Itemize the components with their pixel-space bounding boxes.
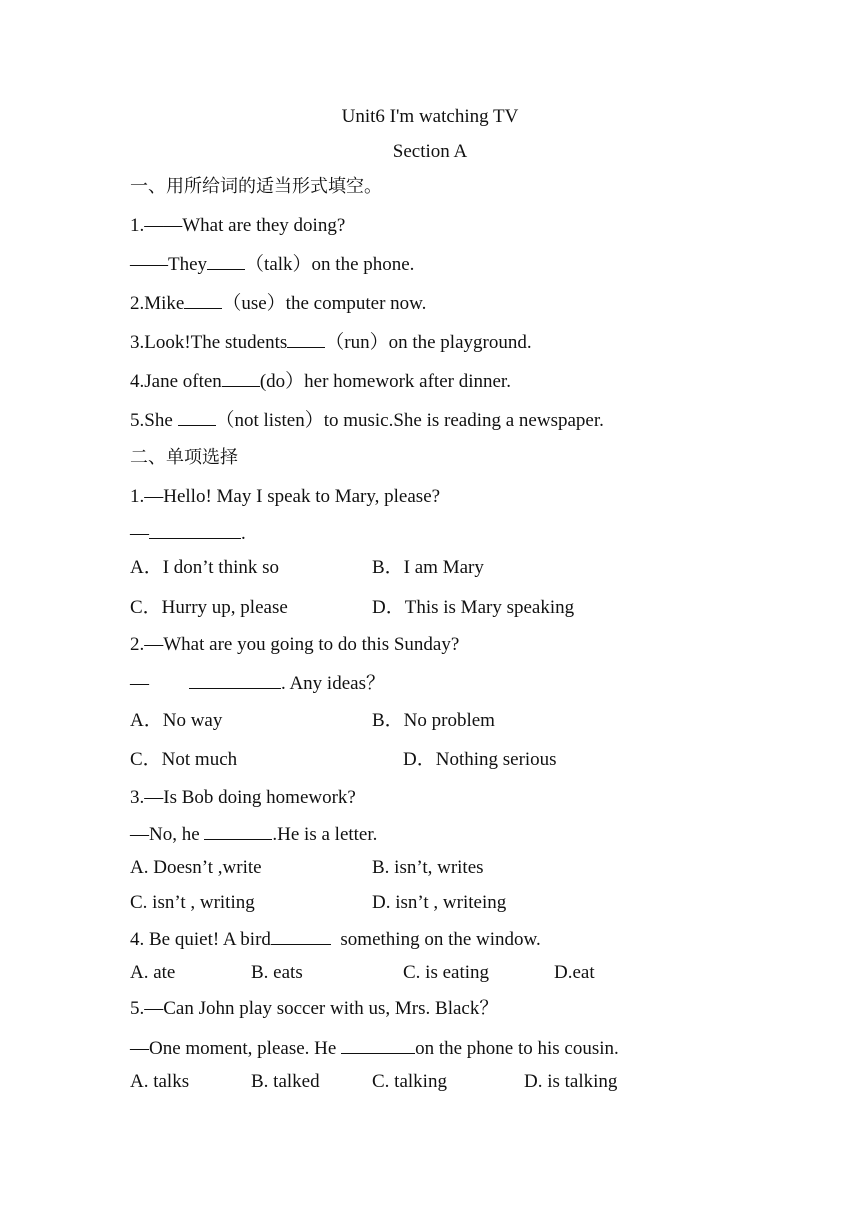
- answer-blank: [222, 369, 260, 387]
- page-title: Unit6 I'm watching TV: [341, 106, 519, 127]
- option-c: C．Not much: [130, 749, 238, 770]
- option-c: C. isn’t , writing: [130, 892, 255, 913]
- answer-blank: [341, 1036, 415, 1054]
- option-d: D. isn’t , writeing: [372, 892, 507, 913]
- part2-heading: 二、单项选择: [130, 447, 238, 468]
- part1-question-1-answer: ——They （talk）on the phone.: [130, 254, 415, 275]
- option-c: C. talking: [372, 1071, 447, 1092]
- answer-blank: [178, 408, 216, 426]
- option-b: B．No problem: [372, 710, 495, 731]
- answer-blank: [149, 521, 241, 539]
- part2-question-2-answer: — . Any ideas？: [130, 673, 385, 694]
- part2-question-3-stem: 3.—Is Bob doing homework?: [130, 787, 356, 808]
- part2-question-4-stem: 4. Be quiet! A bird something on the window.: [130, 929, 541, 950]
- option-b: B．I am Mary: [372, 557, 484, 578]
- answer-blank: [189, 671, 281, 689]
- answer-blank: [204, 822, 272, 840]
- option-a: A. ate: [130, 962, 176, 983]
- answer-blank: [271, 927, 331, 945]
- option-d: D．Nothing serious: [403, 749, 557, 770]
- option-d: D. is talking: [524, 1071, 618, 1092]
- part1-question-2: 2.Mike （use）the computer now.: [130, 293, 427, 314]
- option-c: C. is eating: [403, 962, 490, 983]
- answer-blank: [287, 330, 325, 348]
- option-b: B. eats: [251, 962, 303, 983]
- part1-question-3: 3.Look!The students （run）on the playground.: [130, 332, 532, 353]
- part2-question-1-stem: 1.—Hello! May I speak to Mary, please?: [130, 486, 441, 507]
- option-b: B. isn’t, writes: [372, 857, 484, 878]
- part1-question-5: 5.She （not listen）to music.She is reading a newspaper.: [130, 410, 604, 431]
- option-d: D.eat: [554, 962, 595, 983]
- option-c: C．Hurry up, please: [130, 597, 288, 618]
- option-a: A. talks: [130, 1071, 190, 1092]
- part2-question-5-stem: 5.—Can John play soccer with us, Mrs. Black？: [130, 998, 499, 1019]
- answer-blank: [184, 291, 222, 309]
- option-b: B. talked: [251, 1071, 320, 1092]
- section-subtitle: Section A: [392, 141, 468, 162]
- option-d: D．This is Mary speaking: [372, 597, 575, 618]
- part2-question-5-answer: —One moment, please. He on the phone to his cousin.: [130, 1038, 619, 1059]
- option-a: A. Doesn’t ,write: [130, 857, 262, 878]
- part2-question-2-stem: 2.—What are you going to do this Sunday?: [130, 634, 460, 655]
- answer-blank: [207, 252, 245, 270]
- part1-question-1-stem: 1.——What are they doing?: [130, 215, 346, 236]
- part1-heading: 一、用所给词的适当形式填空。: [130, 176, 382, 197]
- part2-question-1-answer: — .: [130, 523, 246, 544]
- option-a: A．I don’t think so: [130, 557, 280, 578]
- part1-question-4: 4.Jane often (do）her homework after dinner.: [130, 371, 511, 392]
- option-a: A．No way: [130, 710, 223, 731]
- part2-question-3-answer: —No, he .He is a letter.: [130, 824, 378, 845]
